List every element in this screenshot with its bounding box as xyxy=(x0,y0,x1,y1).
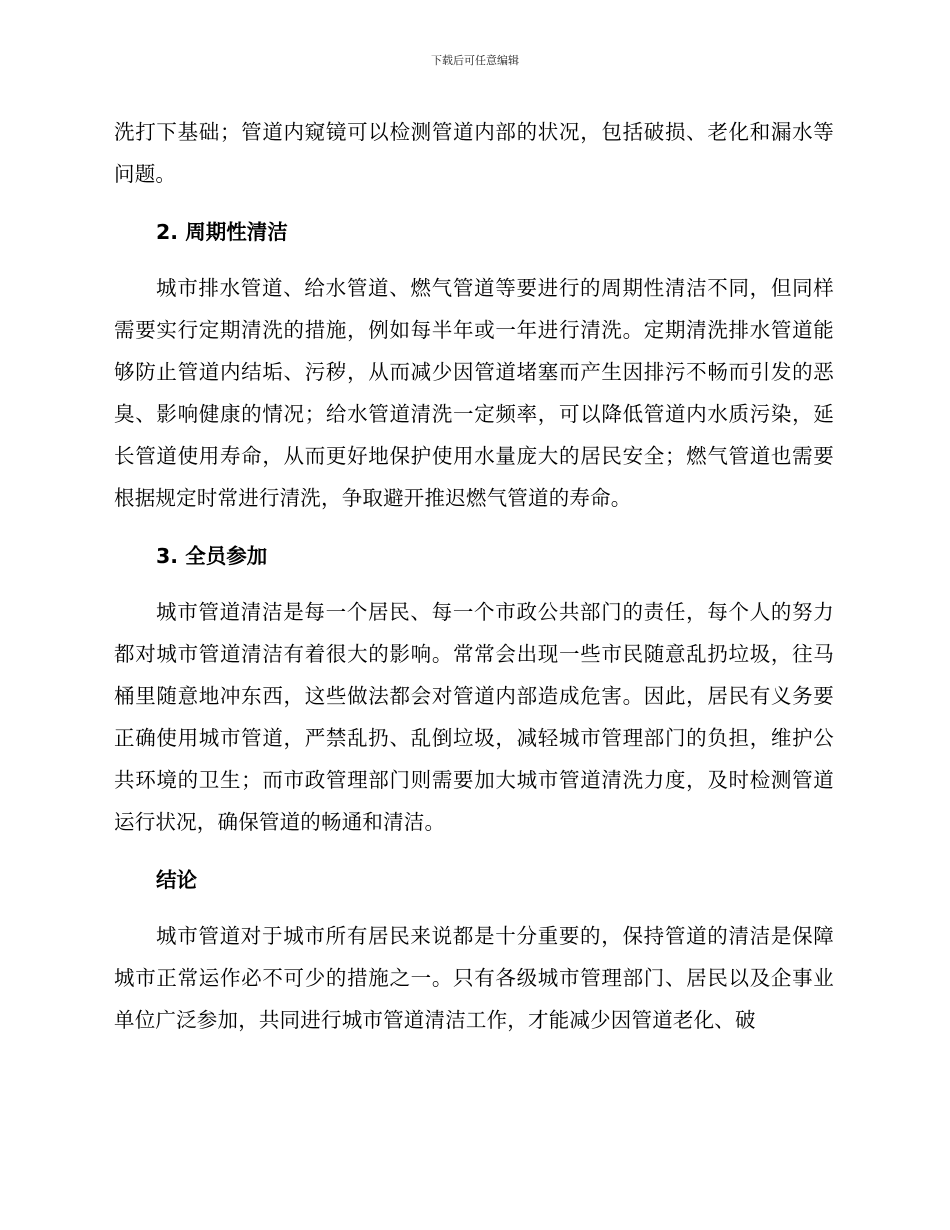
section-heading-periodic-cleaning: 2. 周期性清洁 xyxy=(156,220,288,244)
paragraph-periodic-cleaning: 城市排水管道、给水管道、燃气管道等要进行的周期性清洁不同，但同样需要实行定期清洗的措施，例如每半年或一年进行清洗。定期清洗排水管道能够防止管道内结垢、污秽，从而减少因管道堵塞而产生因排污不畅而引发的恶臭、影响健康的情况；给水管道清洗一定频率，可以降低管道内水质污染，延长管道使用寿命，从而更好地保护使用水量庞大的居民安全；燃气管道也需要根据规定时常进行清洗，争取避开推迟燃气管道的寿命。 xyxy=(114,276,834,510)
section-heading-conclusion: 结论 xyxy=(156,868,197,892)
page-header: 下载后可任意编辑 xyxy=(431,54,519,67)
paragraph-continuation: 洗打下基础；管道内窥镜可以检测管道内部的状况，包括破损、老化和漏水等问题。 xyxy=(114,120,834,186)
section-heading-full-participation: 3. 全员参加 xyxy=(156,544,268,568)
paragraph-conclusion: 城市管道对于城市所有居民来说都是十分重要的，保持管道的清洁是保障城市正常运作必不可少的措施之一。只有各级城市管理部门、居民以及企事业单位广泛参加，共同进行城市管道清洁工作，才能减少因管道老化、破 xyxy=(114,924,834,1032)
document-body xyxy=(114,111,834,1041)
paragraph-full-participation: 城市管道清洁是每一个居民、每一个市政公共部门的责任，每个人的努力都对城市管道清洁有着很大的影响。常常会出现一些市民随意乱扔垃圾，往马桶里随意地冲东西，这些做法都会对管道内部造成危害。因此，居民有义务要正确使用城市管道，严禁乱扔、乱倒垃圾，减轻城市管理部门的负担，维护公共环境的卫生；而市政管理部门则需要加大城市管道清洗力度，及时检测管道运行状况，确保管道的畅通和清洁。 xyxy=(114,600,834,834)
